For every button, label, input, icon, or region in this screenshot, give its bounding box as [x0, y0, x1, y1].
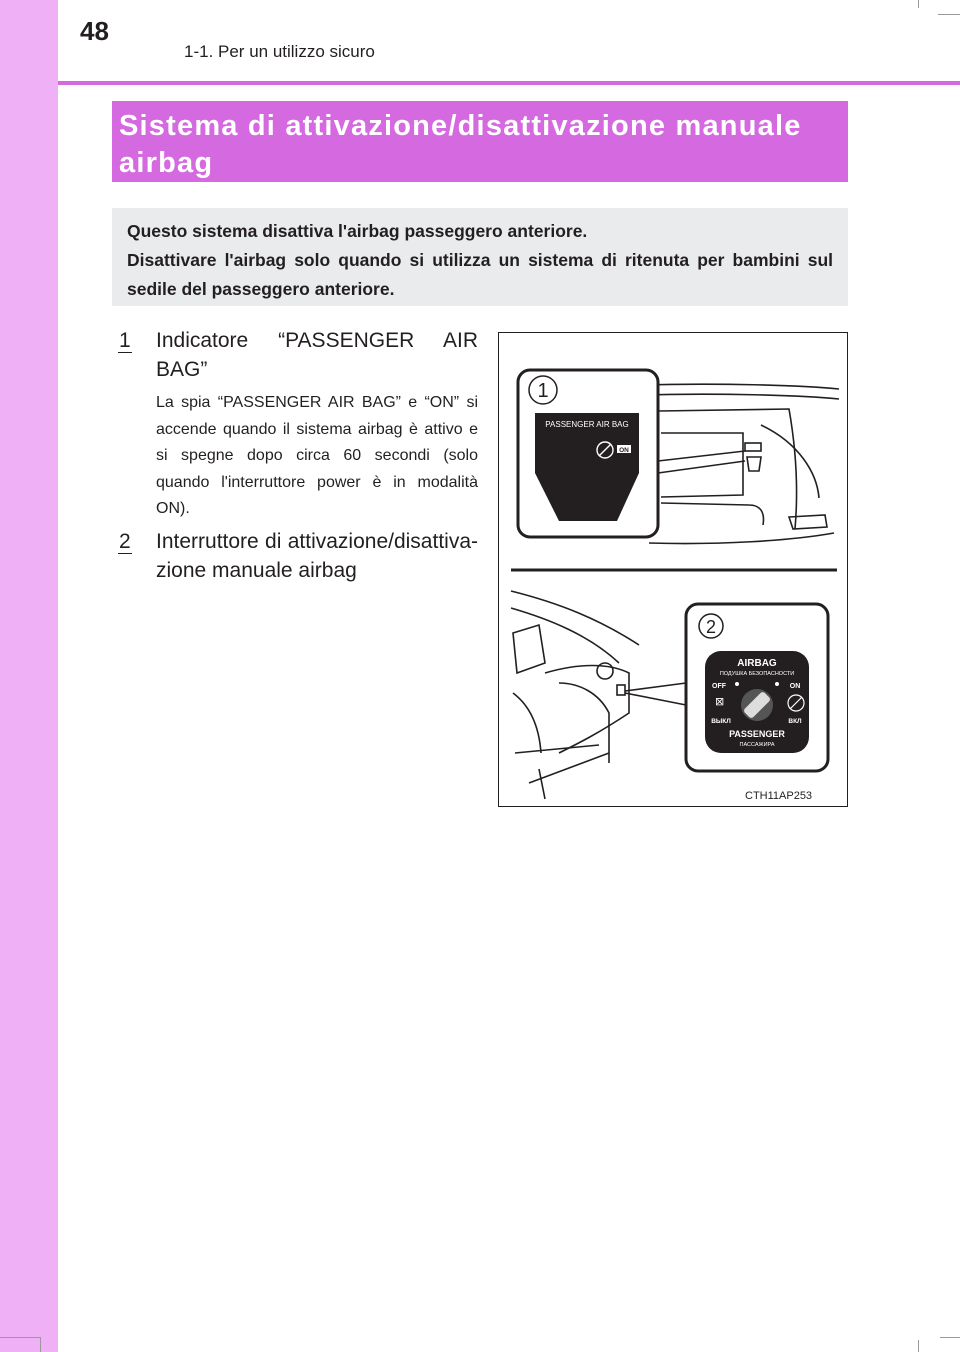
switch-on-ru-label: ВКЛ — [788, 718, 802, 725]
page-title: Sistema di attivazione/disattivazione manuale airbag — [112, 101, 848, 182]
page-edge-tab — [0, 0, 58, 1352]
airbag-figure — [498, 332, 848, 807]
item-1-body: La spia “PASSENGER AIR BAG” e “ON” si accende quando il sistema airbag è attivo e si spegne dopo circa 60 secondi (solo quando l'interruttore power è in modalità ON). — [156, 394, 478, 517]
crop-mark — [918, 1340, 919, 1352]
crop-mark — [918, 0, 919, 8]
header-rule — [58, 81, 960, 85]
intro-line-2: Disattivare l'airbag solo quando si utilizza un sistema di ritenuta per bambini sul sedile del passeggero anteriore. — [127, 250, 833, 299]
crop-mark — [0, 1337, 40, 1338]
item-number-1: 1 — [119, 329, 131, 352]
switch-on-label: ON — [789, 683, 801, 690]
switch-top-label: AIRBAG — [737, 658, 777, 669]
section-heading: 1-1. Per un utilizzo sicuro — [184, 42, 375, 61]
callout-2: 2 — [705, 617, 717, 637]
item-1-title: Indicatore “PASSENGER AIR BAG” — [156, 329, 478, 381]
callout-1: 1 — [537, 380, 549, 402]
page-number: 48 — [80, 16, 109, 46]
switch-off-ru-label: ВЫКЛ — [711, 718, 731, 725]
crop-mark — [40, 1337, 41, 1352]
item-number-2: 2 — [119, 530, 131, 553]
switch-off-label: OFF — [712, 683, 726, 690]
svg-text:⊠: ⊠ — [715, 695, 725, 708]
indicator-on: ON — [619, 447, 629, 454]
crop-mark — [938, 14, 960, 15]
switch-bottom-ru-label: ПАССАЖИРА — [739, 742, 775, 748]
switch-bottom-label: PASSENGER — [729, 729, 785, 739]
indicator-label: PASSENGER AIR BAG — [545, 420, 629, 429]
item-2-title: Interruttore di attivazione/disattiva-zione manuale airbag — [156, 530, 478, 582]
crop-mark — [940, 1337, 960, 1338]
intro-line-1: Questo sistema disattiva l'airbag passeggero anteriore. — [127, 221, 588, 241]
figure-code: CTH11AP253 — [745, 790, 813, 802]
switch-top-ru-label: ПОДУШКА БЕЗОПАСНОСТИ — [719, 671, 795, 677]
airbag-illustration — [499, 333, 847, 806]
intro-box — [112, 208, 848, 306]
